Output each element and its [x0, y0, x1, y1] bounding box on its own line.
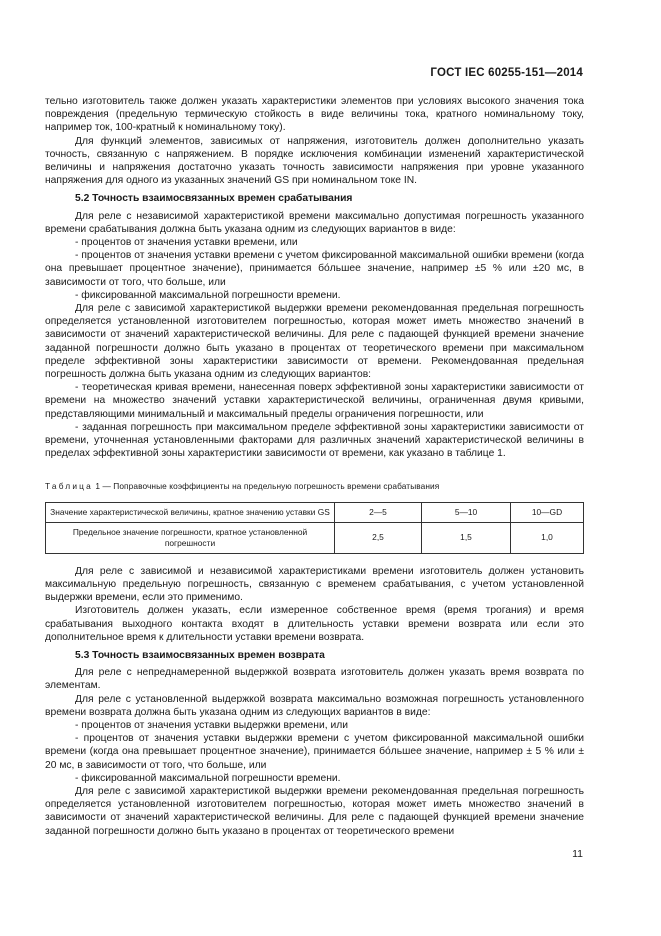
section-heading-5-3: 5.3 Точность взаимосвязанных времен возврата: [75, 649, 325, 661]
list-item: - фиксированной максимальной погрешности времени.: [75, 772, 341, 784]
list-item: - процентов от значения уставки времени, или: [75, 237, 298, 249]
paragraph: тельно изготовитель также должен указать характеристики элементов при условиях высокого значения тока повреждения (предельную термическую стойкость в виде величины тока, кратного номинальному току, например ток, 100-кратный к номинальному току).: [45, 96, 584, 134]
standard-header: ГОСТ IEC 60255-151—2014: [430, 67, 583, 79]
table-cell: 1,0: [511, 522, 584, 553]
paragraph: Для функций элементов, зависимых от напряжения, изготовитель должен дополнительно указать точность, связанную с напряжением. В порядке исключения комбинации изменений характеристической величины и напряжения достаточно указать точность зависимости напряжения при уровне указанного напряжения для одного из указанных значений GS при номинальном токе IN.: [45, 135, 584, 187]
paragraph: Для реле с независимой характеристикой времени максимально допустимая погрешность указанного времени срабатывания должна быть указана одним из следующих вариантов в виде:: [45, 210, 584, 235]
list-item: - процентов от значения уставки времени с учетом фиксированной максимальной ошибки времени (когда она превышает процентное значение), принимается бо́льшее значение, например ±5 % или ±20 мс, в зависимости от того, что больше, или: [45, 250, 584, 288]
table-row: [46, 502, 584, 522]
table-row: [46, 522, 584, 553]
list-item: - процентов от значения уставки выдержки времени с учетом фиксированной максимальной ошибки времени (когда она превышает процентное значение), принимается бо́льшее значение, например ± 5 % или ± 20 мс, в зависимости от того, что больше, или: [45, 733, 584, 771]
correction-factors-table: [45, 502, 584, 554]
paragraph: Для реле с зависимой и независимой характеристиками времени изготовитель должен установить максимальную предельную погрешность, связанную с временем срабатывания, с учетом установленной выдержки времени, если это применимо.: [45, 565, 584, 604]
table-cell: 10—GD: [511, 502, 584, 522]
paragraph: Для реле с непреднамеренной выдержкой возврата изготовитель должен указать время возврата по элементам.: [45, 667, 584, 692]
paragraph: Изготовитель должен указать, если измеренное собственное время (время трогания) и время срабатывания выходного контакта входят в длительность уставки времени возврата или если это дополнительное время к длительности уставки времени возврата.: [45, 605, 584, 643]
table-cell: 1,5: [422, 522, 511, 553]
document-body: [45, 95, 584, 838]
table-caption-text: 1 — Поправочные коэффициенты на предельную погрешность времени срабатывания: [95, 481, 440, 492]
page-number: 11: [572, 848, 583, 860]
section-heading-5-2: 5.2 Точность взаимосвязанных времен срабатывания: [75, 193, 353, 205]
list-item: - фиксированной максимальной погрешности времени.: [75, 289, 341, 301]
table-cell: 2,5: [335, 522, 422, 553]
table-cell: 5—10: [422, 502, 511, 522]
list-item: - заданная погрешность при максимальном пределе эффективной зоны характеристики зависимости от времени, уточненная установленными факторами для различных значений характеристической величины в пределах эффективной зоны характеристики зависимости от времени, как указано в таблице 1.: [45, 421, 584, 460]
list-item: - теоретическая кривая времени, нанесенная поверх эффективной зоны характеристики зависимости от времени на множество значений уставки характеристической величины, ограниченная двумя кривыми, представляющими минимальный и максимальный пределы ограничения погрешности, или: [45, 382, 584, 420]
list-item: - процентов от значения уставки выдержки времени, или: [75, 719, 348, 731]
table-cell-label: Предельное значение погрешности, кратное установленной погрешности: [46, 522, 335, 553]
table-caption: [45, 480, 584, 493]
table-cell: 2—5: [335, 502, 422, 522]
paragraph: Для реле с зависимой характеристикой выдержки времени рекомендованная предельная погрешность определяется установленной изготовителем погрешностью, которая может иметь множество значений в зависимости от значений характеристической величины. Для реле с падающей функцией времени значение заданной погрешности должно быть указано в процентах от теоретического времени при максимальном пределе эффективной зоны характеристики зависимости от времени. Рекомендованная предельная погрешность должна быть указана одним из следующих вариантов:: [45, 303, 584, 381]
table-cell-label: Значение характеристической величины, кратное значению уставки GS: [46, 502, 335, 522]
table-caption-word: Таблица: [45, 481, 93, 492]
paragraph: Для реле с зависимой характеристикой выдержки времени рекомендованная предельная погрешность определяется установленной изготовителем погрешностью, которая может иметь множество значений в зависимости от значений характеристической величины. Для реле с падающей функцией времени значение заданной погрешности должно быть указано в процентах от теоретического времени: [45, 785, 584, 837]
paragraph: Для реле с установленной выдержкой возврата максимально возможная погрешность установленного времени возврата должна быть указана одним из следующих вариантов в виде:: [45, 693, 584, 718]
